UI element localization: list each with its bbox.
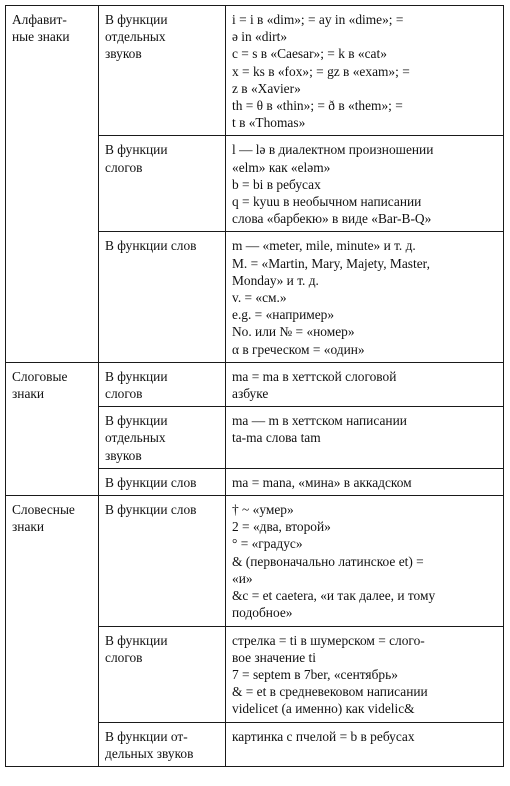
example-line: вое значение ti	[232, 649, 316, 665]
example-line: z в «Xavier»	[232, 80, 301, 96]
example-line: th = θ в «thin»; = ð в «them»; =	[232, 98, 403, 114]
function-cell	[99, 407, 226, 469]
function-cell	[99, 496, 226, 626]
category-label-line: знаки	[12, 386, 45, 402]
function-label-line: В функции	[105, 142, 168, 158]
function-cell	[99, 722, 226, 766]
example-line: c = s в «Caesar»; = k в «cat»	[232, 46, 387, 62]
function-cell	[99, 626, 226, 722]
examples-cell	[226, 136, 504, 232]
example-line: ° = «градус»	[232, 536, 303, 552]
example-line: q = kyuu в необычном написании	[232, 194, 422, 210]
examples-cell	[226, 6, 504, 136]
example-line: ə in «dirt»	[232, 29, 288, 45]
table-body	[6, 6, 504, 767]
function-label-line: слогов	[105, 649, 143, 665]
category-label-line: ные знаки	[12, 29, 70, 45]
category-cell	[6, 362, 99, 495]
function-label-line: слогов	[105, 159, 143, 175]
function-cell	[99, 136, 226, 232]
category-label-line: Слоговые	[12, 368, 68, 384]
function-label-line: отдельных	[105, 29, 166, 45]
example-line: слова «барбекю» в виде «Bar-B-Q»	[232, 211, 432, 227]
example-line: e.g. = «например»	[232, 307, 335, 323]
example-line: ta-ma слова tam	[232, 430, 321, 446]
function-label-line: В функции	[105, 12, 168, 27]
example-line: m — «meter, mile, minute» и т. д.	[232, 238, 416, 254]
category-label-line: Алфавит-	[12, 12, 67, 27]
example-line: стрелка = ti в шумерском = слого-	[232, 632, 425, 648]
examples-cell	[226, 496, 504, 626]
category-cell	[6, 496, 99, 767]
example-line: x = ks в «fox»; = gz в «exam»; =	[232, 63, 410, 79]
examples-cell	[226, 362, 504, 406]
examples-cell	[226, 722, 504, 766]
example-line: v. = «см.»	[232, 290, 287, 306]
writing-signs-table	[5, 5, 504, 767]
example-line: «и»	[232, 570, 253, 586]
example-line: α в греческом = «один»	[232, 341, 365, 357]
example-line: азбуке	[232, 386, 269, 402]
example-line: &c = et caetera, «и так далее, и тому	[232, 588, 436, 604]
function-label-line: дельных звуков	[105, 745, 194, 761]
function-label-line: звуков	[105, 46, 142, 62]
example-line: videlicet (а именно) как videlic&	[232, 701, 415, 717]
category-cell	[6, 6, 99, 363]
examples-cell	[226, 232, 504, 362]
example-line: картинка с пчелой = b в ребусах	[232, 728, 415, 744]
example-line: ma — m в хеттском написании	[232, 413, 407, 429]
table-row	[6, 496, 504, 626]
function-cell	[99, 6, 226, 136]
function-label-line: отдельных	[105, 430, 166, 446]
function-cell	[99, 232, 226, 362]
example-line: & = et в средневековом написании	[232, 684, 428, 700]
example-line: b = bi в ребусах	[232, 176, 321, 192]
function-label-line: звуков	[105, 447, 142, 463]
example-line: 2 = «два, второй»	[232, 519, 331, 535]
example-line: M. = «Martin, Mary, Majety, Master,	[232, 255, 430, 271]
table-row	[6, 362, 504, 406]
example-line: «elm» как «eləm»	[232, 159, 331, 175]
category-label-line: знаки	[12, 519, 45, 535]
function-label-line: В функции слов	[105, 474, 197, 490]
example-line: ma = mana, «мина» в аккадском	[232, 474, 412, 490]
table-row	[6, 6, 504, 136]
category-label-line: Словесные	[12, 502, 75, 518]
examples-cell	[226, 626, 504, 722]
function-label-line: В функции слов	[105, 502, 197, 518]
example-line: Monday» и т. д.	[232, 272, 319, 288]
function-label-line: В функции слов	[105, 238, 197, 254]
examples-cell	[226, 407, 504, 469]
function-cell	[99, 362, 226, 406]
examples-cell	[226, 468, 504, 495]
example-line: No. или № = «номер»	[232, 324, 355, 340]
example-line: & (первоначально латинское et) =	[232, 553, 424, 569]
example-line: подобное»	[232, 605, 293, 621]
example-line: † ~ «умер»	[232, 502, 294, 518]
function-label-line: В функции	[105, 632, 168, 648]
example-line: 7 = septem в 7ber, «сентябрь»	[232, 666, 398, 682]
function-label-line: В функции	[105, 368, 168, 384]
function-label-line: В функции от-	[105, 728, 188, 744]
example-line: ma = ma в хеттской слоговой	[232, 368, 397, 384]
example-line: t в «Thomas»	[232, 115, 306, 131]
function-label-line: слогов	[105, 386, 143, 402]
function-cell	[99, 468, 226, 495]
example-line: i = i в «dim»; = ay in «dime»; =	[232, 12, 404, 27]
function-label-line: В функции	[105, 413, 168, 429]
example-line: l — lə в диалектном произношении	[232, 142, 434, 158]
